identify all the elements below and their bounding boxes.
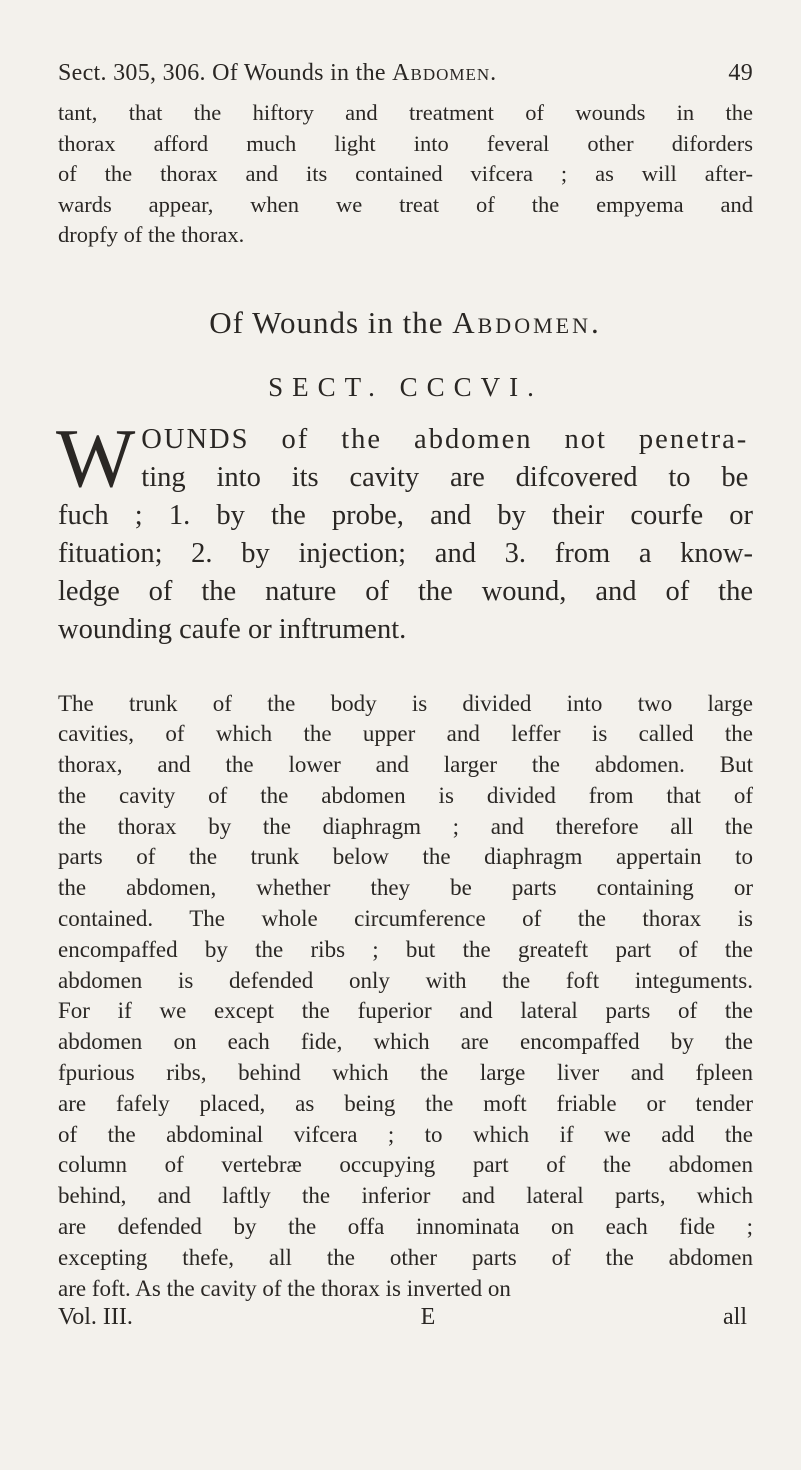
text-line: of the thorax and its contained vifcera ; as will after- [58,161,753,186]
running-head-text: Sect. 305, 306. Of Wounds in the [58,60,393,86]
text-line: ledge of the nature of the wound, and of the [58,575,753,607]
chapter-heading-smallcaps: Abdomen. [452,304,602,340]
page-number: 49 [728,60,753,86]
text-line: dropfy of the thorax. [58,222,245,247]
text-line: abdomen on each fide, which are encompaffed by the [58,1029,753,1055]
text-line: thorax, and the lower and larger the abdomen. But [58,752,753,778]
text-line: fuch ; 1. by the probe, and by their courfe or [58,499,753,531]
section-heading: SECT. CCCVI. [268,371,543,402]
running-head-title [58,60,497,87]
text-line: behind, and laftly the inferior and lateral parts, which [58,1183,753,1209]
text-line: are fafely placed, as being the moft friable or tender [58,1090,753,1116]
text-line: ting into its cavity are difcovered to be [141,461,749,493]
text-line: The trunk of the body is divided into two large [58,690,753,716]
intro-paragraph [58,98,753,251]
text-line: wounding caufe or inftrument. [58,613,407,645]
text-line: tant, that the hiftory and treatment of wounds in the [58,100,753,125]
text-line: of the abdominal vifcera ; to which if we add the [58,1121,753,1147]
text-line: the thorax by the diaphragm ; and therefore all the [58,813,753,839]
text-line: OUNDS of the abdomen not penetra- [141,423,749,455]
text-line: contained. The whole circumference of the thorax is [58,906,753,932]
text-line: fituation; 2. by injection; and 3. from a know- [58,537,753,569]
text-line: excepting thefe, all the other parts of the abdomen [58,1244,753,1270]
catchword: all [723,1304,747,1331]
text-line: thorax afford much light into feveral other diforders [58,130,753,156]
running-head [58,60,753,96]
text-line: encompaffed by the ribs ; but the greateft part of the [58,936,753,962]
text-line: the abdomen, whether they be parts containing or [58,875,753,901]
text-line: the cavity of the abdomen is divided from that of [58,782,753,808]
chapter-heading-text: Of Wounds in the [209,304,453,340]
chapter-heading [58,301,753,345]
text-line: are foft. As the cavity of the thorax is inverted on [58,1275,511,1301]
text-line: cavities, of which the upper and leffer is called the [58,721,753,747]
page-footer [58,1304,753,1331]
volume-mark: Vol. III. [58,1304,133,1331]
commentary-paragraph [58,689,753,1305]
text-line: parts of the trunk below the diaphragm appertain to [58,844,753,870]
text-line: wards appear, when we treat of the empyema and [58,191,753,217]
text-line: column of vertebræ occupying part of the abdomen [58,1152,753,1178]
drop-cap: W [56,411,136,505]
text-line: For if we except the fuperior and lateral parts of the [58,998,753,1024]
running-head-smallcaps: Abdomen. [392,60,498,86]
text-line: are defended by the offa innominata on each fide ; [58,1214,753,1240]
signature-mark: E [420,1304,436,1331]
text-line: fpurious ribs, behind which the large liver and fpleen [58,1060,753,1086]
text-line: abdomen is defended only with the foft integuments. [58,967,753,993]
aphorism-paragraph [56,411,753,649]
